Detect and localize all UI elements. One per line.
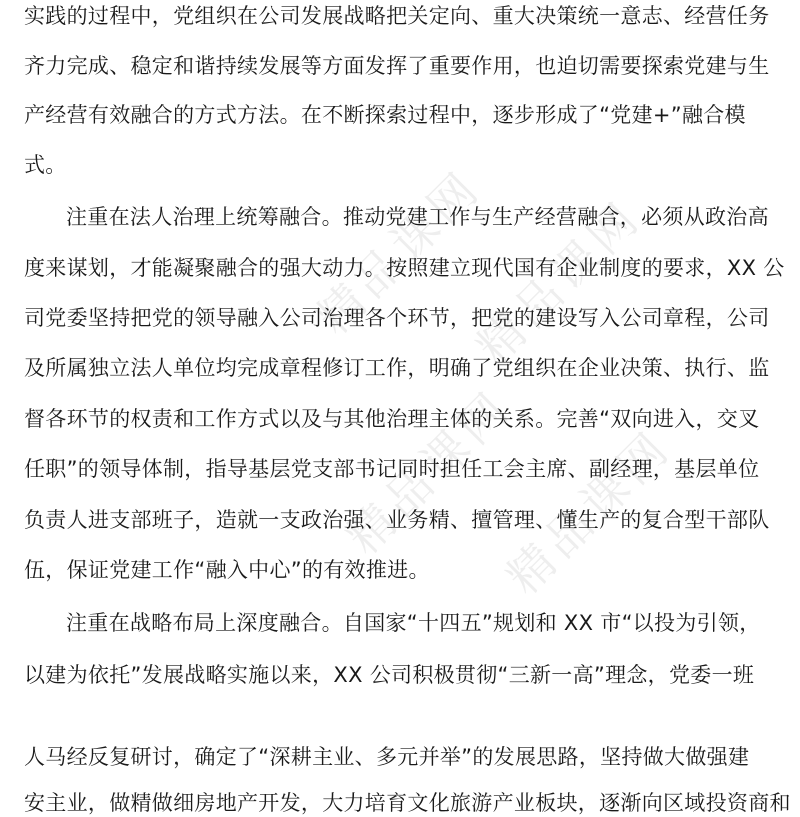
text-line: 司党委坚持把党的领导融入公司治理各个环节，把党的建设写入公司章程，公司 — [24, 306, 770, 330]
text-line: 实践的过程中，党组织在公司发展战略把关定向、重大决策统一意志、经营任务 — [24, 4, 770, 28]
paragraph-first-line: 注重在法人治理上统筹融合。推动党建工作与生产经营融合，必须从政治高 — [66, 205, 769, 229]
paragraph-first-line: 注重在战略布局上深度融合。自国家“十四五”规划和 XX 市“以投为引领， — [66, 611, 761, 635]
text-line: 齐力完成、稳定和谐持续发展等方面发挥了重要作用，也迫切需要探索党建与生 — [24, 54, 770, 78]
text-line: 以建为依托”发展战略实施以来，XX 公司积极贯彻“三新一高”理念，党委一班 — [24, 663, 755, 687]
text-line: 式。 — [24, 153, 67, 177]
text-line: 负责人进支部班子，造就一支政治强、业务精、擅管理、懂生产的复合型干部队 — [24, 508, 770, 532]
text-line: 度来谋划，才能凝聚融合的强大动力。按照建立现代国有企业制度的要求，XX 公 — [24, 256, 785, 280]
text-line: 及所属独立法人单位均完成章程修订工作，明确了党组织在企业决策、执行、监 — [24, 356, 770, 380]
text-line: 产经营有效融合的方式方法。在不断探索过程中，逐步形成了“党建+”融合模 — [24, 103, 746, 127]
text-line: 督各环节的权责和工作方式以及与其他治理主体的关系。完善“双向进入，交叉 — [24, 407, 760, 431]
watermark: 精品课网 — [336, 379, 522, 565]
watermark: 精品课网 — [466, 189, 652, 375]
watermark: 精品课网 — [496, 419, 682, 605]
text-line: 任职”的领导体制，指导基层党支部书记同时担任工会主席、副经理，基层单位 — [24, 457, 760, 481]
text-line: 安主业，做精做细房地产开发，大力培育文化旅游产业板块，逐渐向区域投资商和 — [24, 791, 791, 815]
watermark: 精品课网 — [306, 159, 492, 345]
text-line: 人马经反复研讨，确定了“深耕主业、多元并举”的发展思路，坚持做大做强建 — [24, 745, 750, 769]
text-line: 伍，保证党建工作“融入中心”的有效推进。 — [24, 558, 430, 582]
